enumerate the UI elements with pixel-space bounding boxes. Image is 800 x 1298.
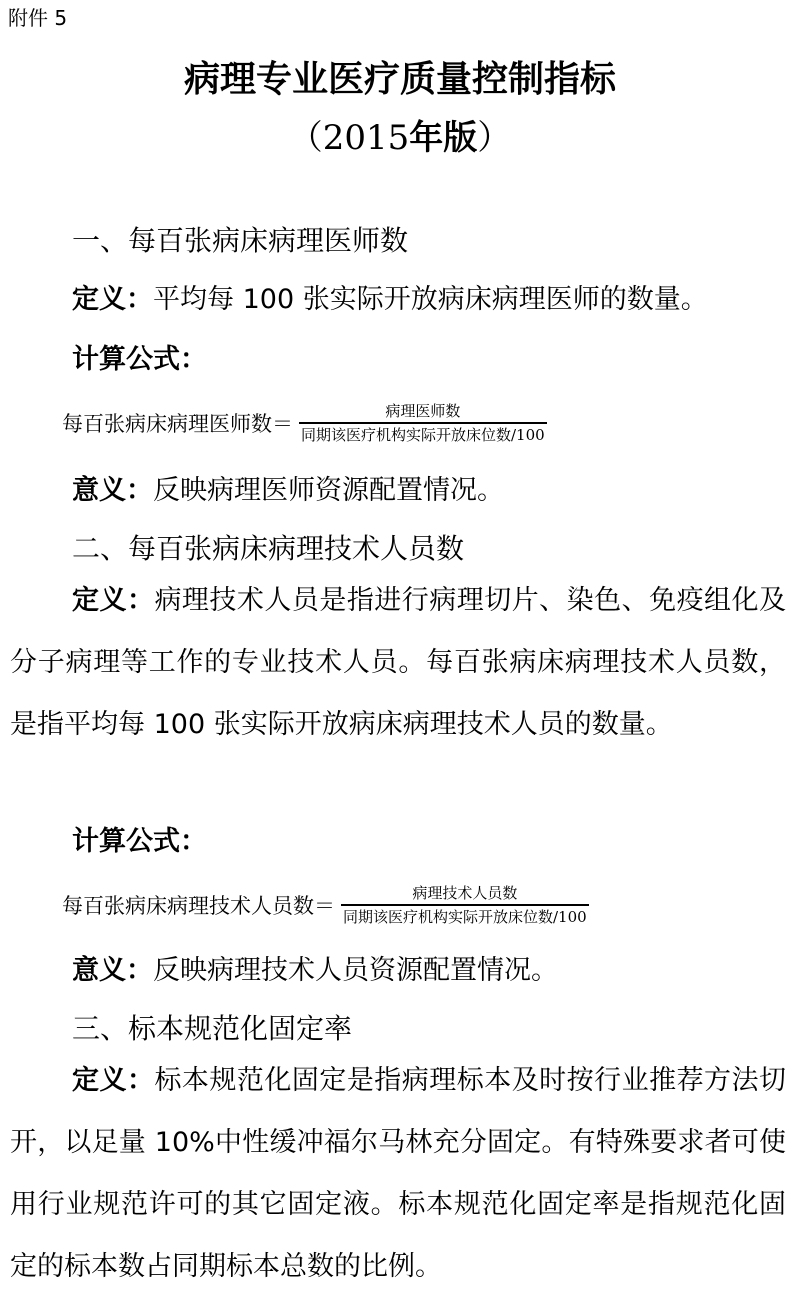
section3-heading: 三、标本规范化固定率: [72, 1012, 353, 1045]
page-title: 病理专业医疗质量控制指标: [183, 59, 616, 100]
edition-label: [0, 116, 800, 160]
section3-def-label: 定义：: [72, 1065, 155, 1096]
section2-def-label: 定义：: [72, 585, 155, 616]
section1-meaning-label: 意义：: [72, 475, 153, 506]
section3-def-text: 标本规范化固定是指病理标本及时按行业推荐方法切开，以足量 10%中性缓冲福尔马林充分固定。有特殊要求者可使用行业规范许可的其它固定液。标本规范化固定率是指规范化固定的标本数占同期标本总数的比例。: [10, 1065, 787, 1282]
section2-meaning-label: 意义：: [72, 955, 153, 986]
section3-definition: [10, 1050, 786, 1298]
edition-close: ）: [477, 118, 512, 158]
section1-numerator: 病理医师数: [385, 402, 461, 420]
section1-def-label: 定义：: [72, 284, 153, 315]
section1-fraction: [299, 400, 547, 446]
section2-formula: [62, 882, 589, 928]
edition-year: 2015: [322, 118, 410, 158]
section1-heading: 一、每百张病床病理医师数: [72, 224, 409, 257]
section2-def-text: 病理技术人员是指进行病理切片、染色、免疫组化及分子病理等工作的专业技术人员。每百张病床病理技术人员数，是指平均每 100 张实际开放病床病理技术人员的数量。: [10, 585, 787, 740]
edition-open: （: [288, 118, 323, 158]
section1-meaning-text: 反映病理医师资源配置情况。: [153, 475, 504, 506]
section2-heading: 二、每百张病床病理技术人员数: [72, 532, 465, 565]
section2-formula-label: 计算公式：: [72, 826, 207, 857]
attachment-label: 附件 5: [8, 6, 68, 30]
section2-meaning: [72, 954, 558, 988]
section2-formula-lhs: 每百张病床病理技术人员数＝: [62, 894, 335, 918]
section1-def-text: 平均每 100 张实际开放病床病理医师的数量。: [153, 284, 708, 315]
edition-text: 年版: [409, 118, 478, 158]
section1-formula-label: 计算公式：: [72, 344, 207, 375]
section1-definition: [72, 283, 708, 317]
section1-formula-lhs: 每百张病床病理医师数＝: [62, 412, 293, 436]
section2-numerator: 病理技术人员数: [412, 884, 518, 902]
section1-formula: [62, 400, 547, 446]
section2-meaning-text: 反映病理技术人员资源配置情况。: [153, 955, 558, 986]
section1-denominator: 同期该医疗机构实际开放床位数/100: [301, 426, 545, 444]
section1-meaning: [72, 474, 504, 508]
section2-fraction: [341, 882, 589, 928]
section2-definition: [10, 570, 786, 756]
section2-denominator: 同期该医疗机构实际开放床位数/100: [343, 908, 587, 926]
